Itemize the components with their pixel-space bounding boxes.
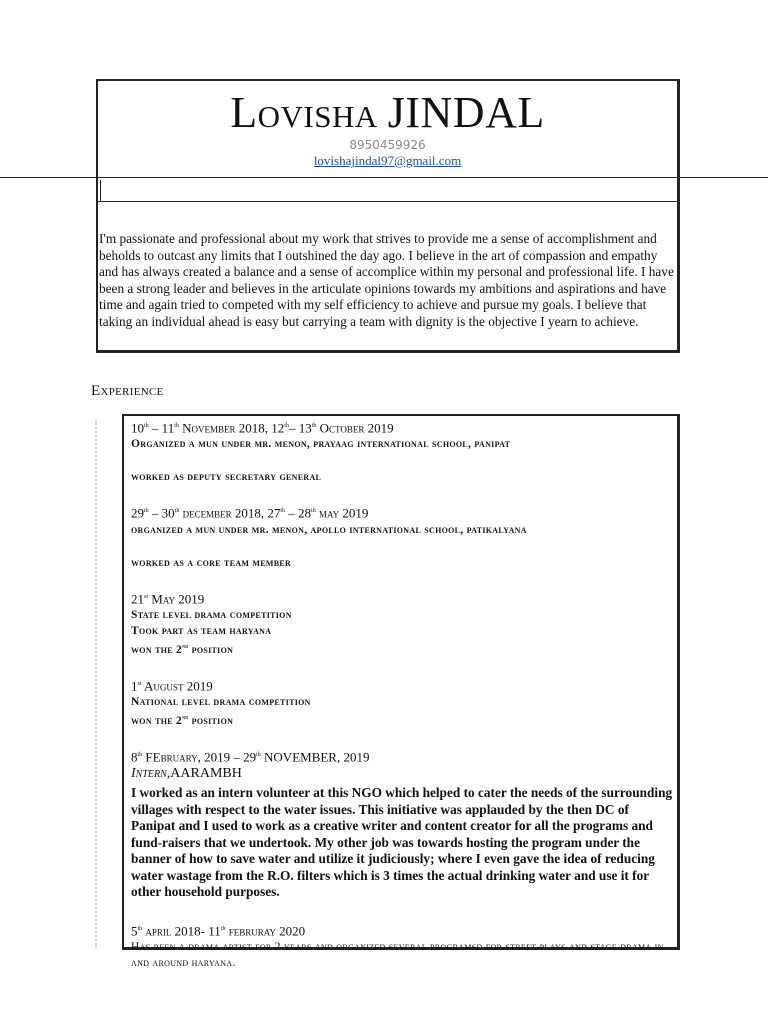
entry-5-description: I worked as an intern volunteer at this NGO which helped to cater the needs of the surrounding villages with respect to the water issues. This initiative was applauded by the then DC of Panipat and I used to work as a creative writer and content creator for all the programs and fund-raisers that we undertook. My other job was towards hosting the program under the banner of how to save water and utilize it judiciously; where I even gave the idea of reducing water wastage from the R.O. filters which is 3 times the actual drinking water and use it for other household purposes. <box>131 785 673 900</box>
experience-heading: Experience <box>91 383 164 399</box>
entry-3-date: 21st May 2019 <box>131 590 205 606</box>
entry-4-line-2: won the 2nd position <box>131 714 234 727</box>
entry-3-line-3: won the 2nd position <box>131 643 234 656</box>
entry-4-line-1: National level drama competition <box>131 696 311 709</box>
candidate-name <box>98 87 677 139</box>
table-cell-border <box>100 180 101 201</box>
entry-2-date: 29th – 30th december 2018, 27th – 28th may 2019 <box>131 505 369 521</box>
entry-4-date: 1st August 2019 <box>131 678 213 694</box>
dotted-margin-line <box>95 420 97 948</box>
profile-summary: I'm passionate and professional about my work that strives to provide me a sense of accomplishment and beholds to outcast any limits that I outshined the day ago. I believe in the art of compassion and empathy and has always created a balance and a sense of accomplice within my personal and professional life. I have been a strong leader and believes in the articulate opinions towards my ambitions and aspirations and have time and again tried to competed with my self efficiency to achieve and pursue my goals. I believe that taking an individual ahead is easy but carrying a team with dignity is the objective I yearn to achieve. <box>99 231 674 329</box>
entry-6-date: 5th april 2018- 11th februray 2020 <box>131 923 306 939</box>
entry-6-description: Has been a drama artist for 2 years and organized several programsd for street plays and stage drama in and around haryana. <box>131 941 664 970</box>
entry-1-role: worked as deputy secretary general <box>131 471 322 484</box>
entry-5-date: 8th FEbruary, 2019 – 29th NOVEMBER, 2019 <box>131 749 370 765</box>
entry-2-organization: organized a mun under mr. menon, apollo international school, patikalyana <box>131 523 527 536</box>
entry-3-line-2: Took part as team haryana <box>131 624 272 637</box>
last-name: JINDAL <box>387 88 545 137</box>
email-link[interactable]: lovishajindal97@gmail.com <box>313 153 462 168</box>
phone-number: 8950459926 <box>349 138 426 152</box>
first-name: Lovisha <box>230 88 378 137</box>
entry-1-organization: Organized a mun under mr. menon, prayaag international school, panipat <box>131 438 511 451</box>
experience-list <box>131 418 676 971</box>
header-box <box>96 79 680 353</box>
entry-3-line-1: State level drama competition <box>131 608 292 621</box>
entry-2-role: worked as a core team member <box>131 556 292 569</box>
entry-5-role: Intern,AARAMBH <box>131 766 242 782</box>
entry-1-date: 10th – 11th November 2018, 12th– 13th October 2019 <box>131 420 394 436</box>
header-inner-rule <box>98 201 677 202</box>
